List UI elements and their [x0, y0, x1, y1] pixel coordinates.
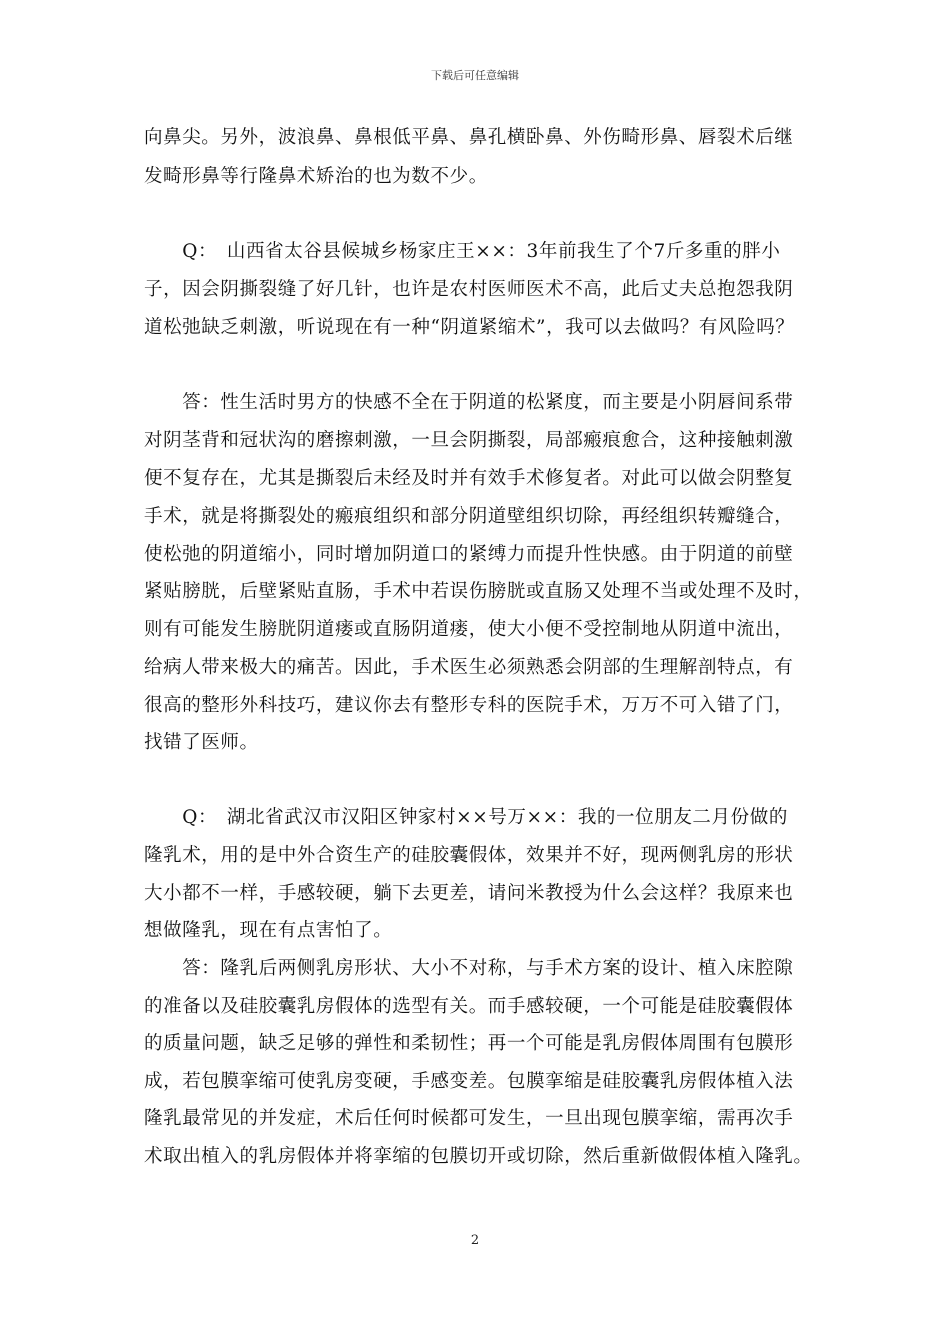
text-line: 答：性生活时男方的快感不全在于阴道的松紧度，而主要是小阴唇间系带: [144, 392, 794, 413]
text-line: 发畸形鼻等行隆鼻术矫治的也为数不少。: [144, 166, 488, 187]
text-line: 大小都不一样，手感较硬，躺下去更差，请问米教授为什么会这样？我原来也: [144, 883, 794, 904]
text-line: 成，若包膜挛缩可使乳房变硬，手感变差。包膜挛缩是硅胶囊乳房假体植入法: [144, 1071, 794, 1092]
page-number: 2: [470, 1233, 480, 1248]
text-line: 手术，就是将撕裂处的瘢痕组织和部分阴道壁组织切除，再经组织转瓣缝合，: [144, 506, 794, 527]
text-line: 使松弛的阴道缩小，同时增加阴道口的紧缚力而提升性快感。由于阴道的前壁: [144, 544, 794, 565]
text-line: 隆乳最常见的并发症，术后任何时候都可发生，一旦出现包膜挛缩，需再次手: [144, 1108, 794, 1129]
text-line: 的准备以及硅胶囊乳房假体的选型有关。而手感较硬，一个可能是硅胶囊假体: [144, 996, 794, 1017]
text-line: 答：隆乳后两侧乳房形状、大小不对称，与手术方案的设计、植入床腔隙: [144, 958, 794, 979]
text-line: 对阴茎背和冠状沟的磨擦刺激，一旦会阴撕裂，局部瘢痕愈合，这种接触刺激: [144, 430, 794, 451]
text-line: 则有可能发生膀胱阴道瘘或直肠阴道瘘，使大小便不受控制地从阴道中流出，: [144, 619, 794, 640]
text-line: 的质量问题，缺乏足够的弹性和柔韧性；再一个可能是乳房假体周围有包膜形: [144, 1033, 794, 1054]
text-line: 给病人带来极大的痛苦。因此，手术医生必须熟悉会阴部的生理解剖特点，有: [144, 657, 794, 678]
page-header: 下载后可任意编辑: [431, 69, 519, 82]
text-line: 隆乳术，用的是中外合资生产的硅胶囊假体，效果并不好，现两侧乳房的形状: [144, 845, 794, 866]
text-line: 术取出植入的乳房假体并将挛缩的包膜切开或切除，然后重新做假体植入隆乳。: [144, 1146, 813, 1167]
text-line: 向鼻尖。另外，波浪鼻、鼻根低平鼻、鼻孔横卧鼻、外伤畸形鼻、唇裂术后继: [144, 127, 794, 148]
text-line: 紧贴膀胱，后壁紧贴直肠，手术中若误伤膀胱或直肠又处理不当或处理不及时，: [144, 581, 813, 602]
text-line: 想做隆乳，现在有点害怕了。: [144, 920, 393, 941]
text-line: Q： 湖北省武汉市汉阳区钟家村××号万××：我的一位朋友二月份做的: [144, 807, 788, 828]
text-line: 便不复存在，尤其是撕裂后未经及时并有效手术修复者。对此可以做会阴整复: [144, 468, 794, 489]
text-line: 子，因会阴撕裂缝了好几针，也许是农村医师医术不高，此后丈夫总抱怨我阴: [144, 279, 794, 300]
text-line: Q： 山西省太谷县候城乡杨家庄王××：3年前我生了个7斤多重的胖小: [144, 241, 781, 262]
text-line: 找错了医师。: [144, 732, 259, 753]
text-line: 道松弛缺乏刺激，听说现在有一种“阴道紧缩术”，我可以去做吗？有风险吗？: [144, 317, 795, 338]
text-line: 很高的整形外科技巧，建议你去有整形专科的医院手术，万万不可入错了门，: [144, 695, 794, 716]
